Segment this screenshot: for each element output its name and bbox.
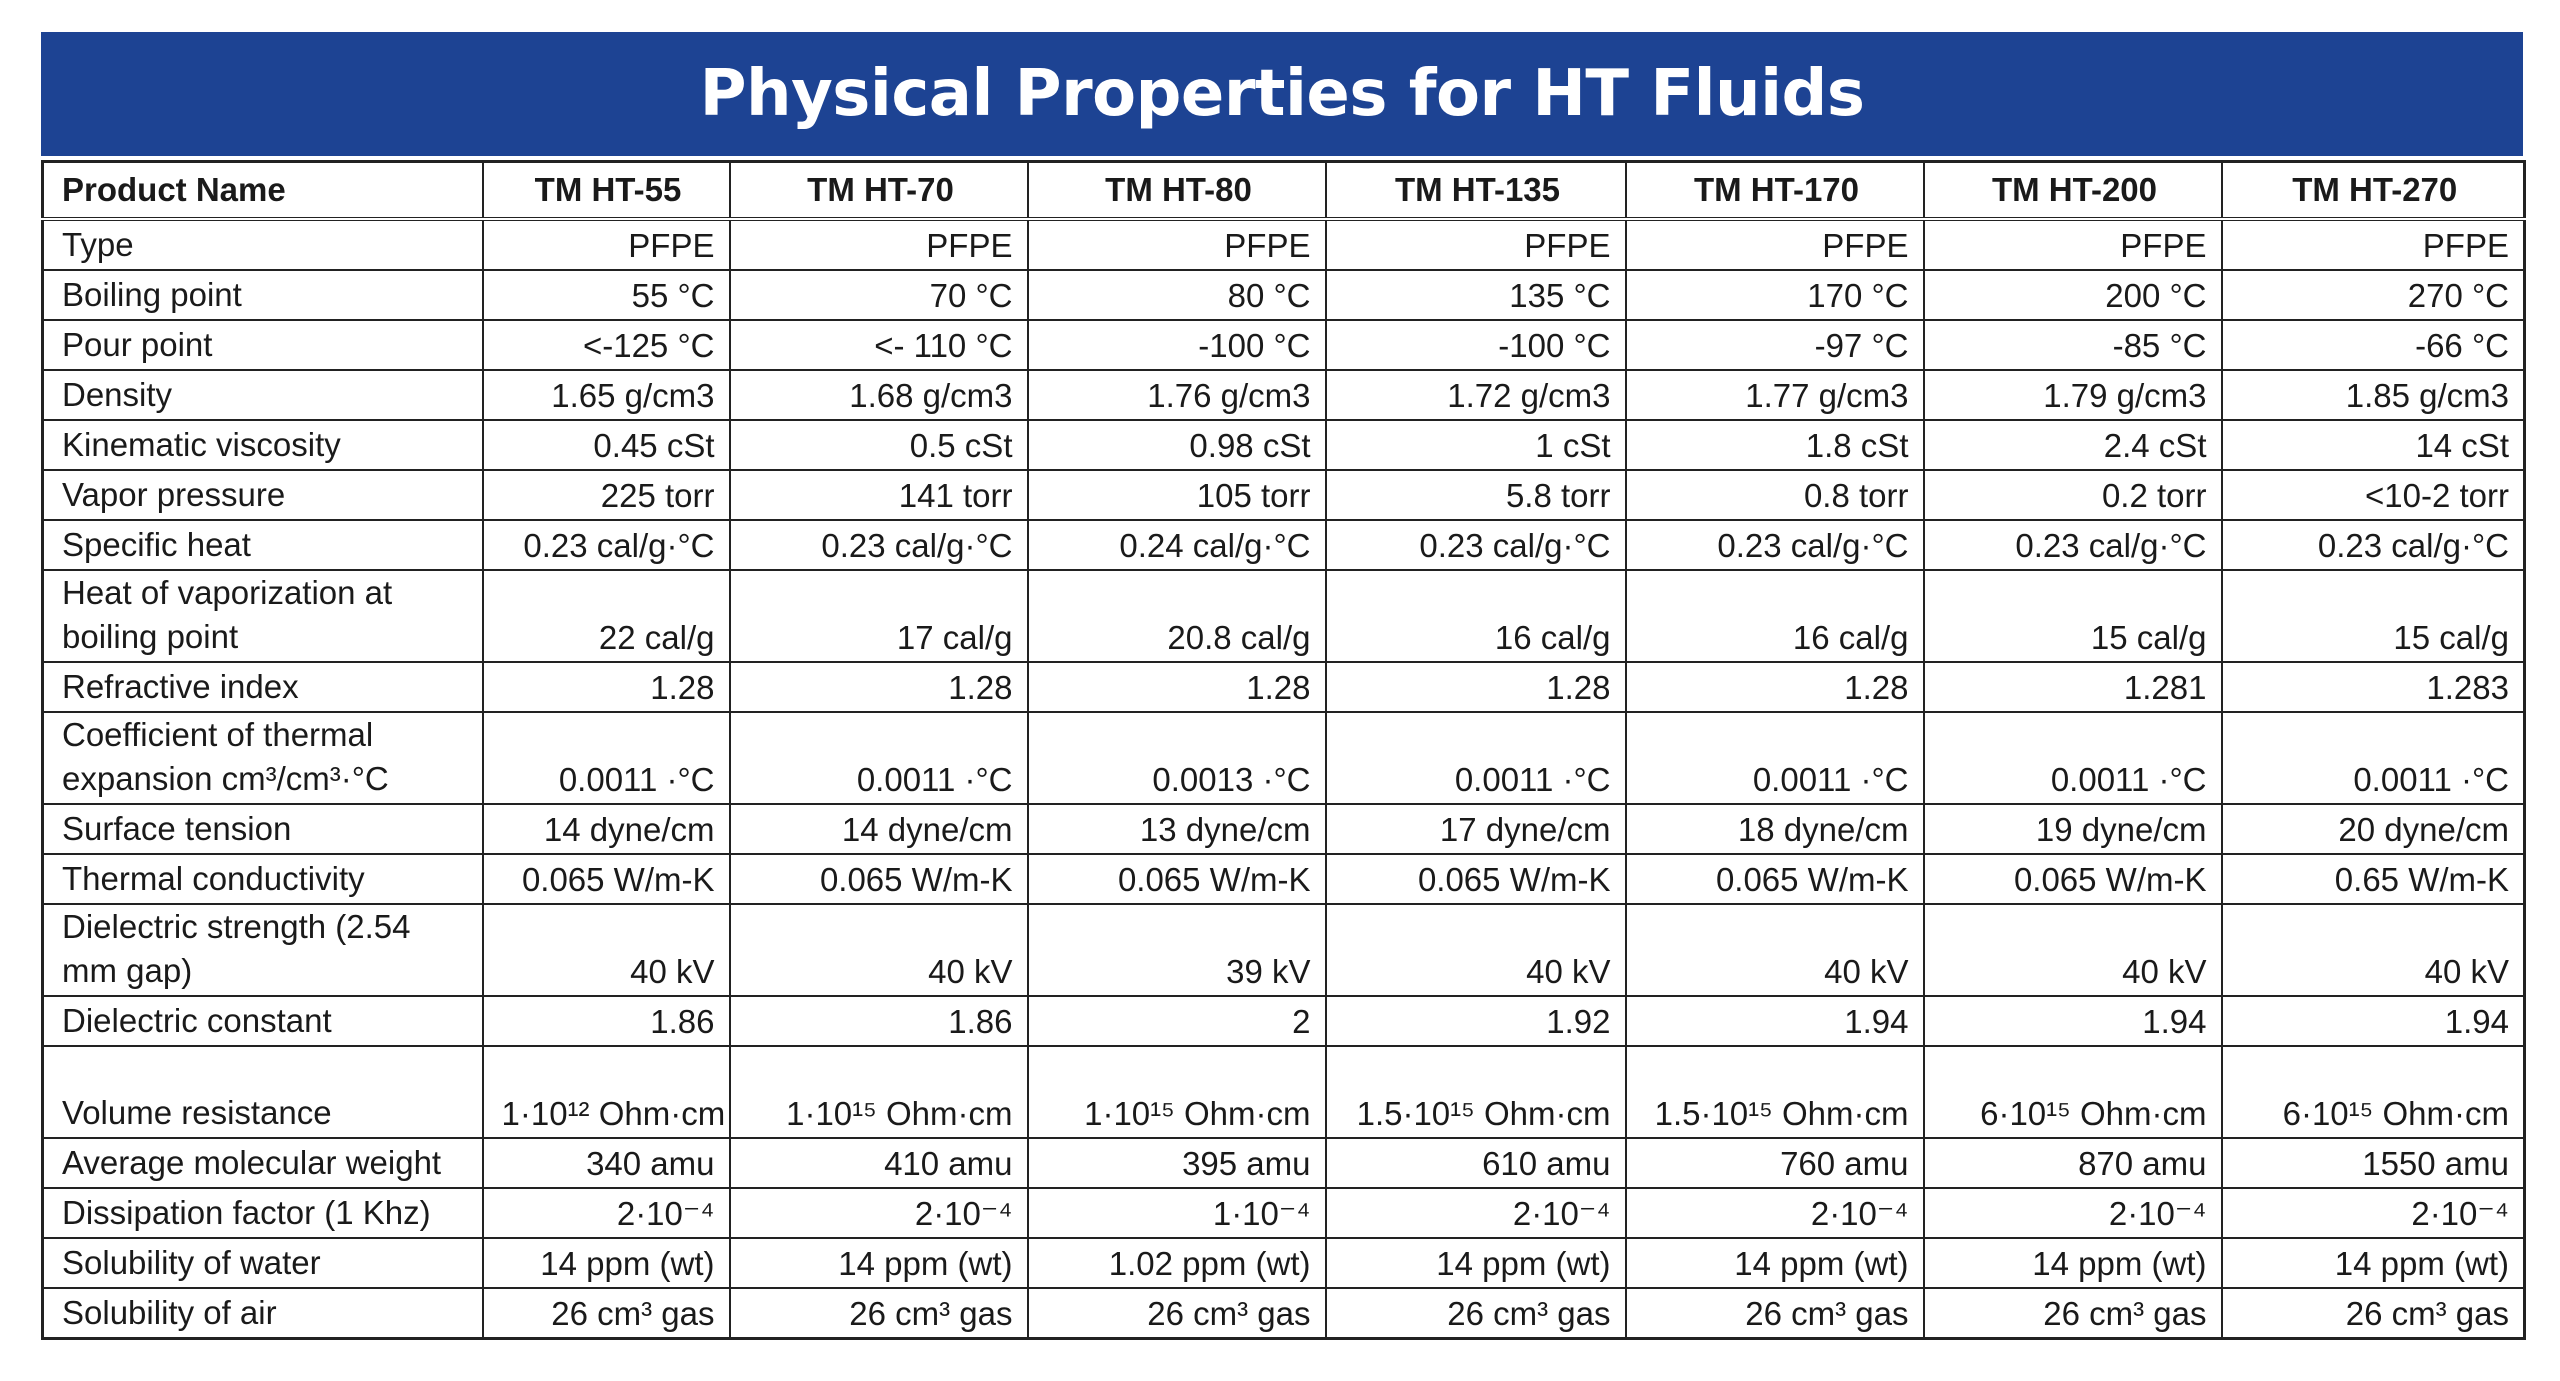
- property-value: 19 dyne/cm: [1924, 804, 2222, 854]
- header-product: TM HT-170: [1626, 162, 1924, 220]
- property-value: 270 °C: [2222, 270, 2525, 320]
- property-value: 1.86: [483, 996, 730, 1046]
- property-value: 2.4 cSt: [1924, 420, 2222, 470]
- property-label: Solubility of air: [43, 1288, 483, 1339]
- property-value: 40 kV: [1626, 904, 1924, 996]
- property-value: 1.5·10¹⁵ Ohm·cm: [1626, 1046, 1924, 1138]
- property-value: PFPE: [1924, 219, 2222, 270]
- property-value: 0.24 cal/g·°C: [1028, 520, 1326, 570]
- property-label: Boiling point: [43, 270, 483, 320]
- property-value: 225 torr: [483, 470, 730, 520]
- property-value: 170 °C: [1626, 270, 1924, 320]
- property-label: Kinematic viscosity: [43, 420, 483, 470]
- property-value: 16 cal/g: [1626, 570, 1924, 662]
- property-value: <- 110 °C: [730, 320, 1028, 370]
- property-value: 0.45 cSt: [483, 420, 730, 470]
- property-value: 0.065 W/m-K: [1626, 854, 1924, 904]
- property-value: 1.8 cSt: [1626, 420, 1924, 470]
- property-value: 0.2 torr: [1924, 470, 2222, 520]
- property-value: 1550 amu: [2222, 1138, 2525, 1188]
- table-row: [43, 470, 2525, 520]
- property-value: 1.65 g/cm3: [483, 370, 730, 420]
- property-value: 1.68 g/cm3: [730, 370, 1028, 420]
- table-row: [43, 804, 2525, 854]
- page-title: Physical Properties for HT Fluids: [699, 57, 1865, 131]
- property-value: 26 cm³ gas: [2222, 1288, 2525, 1339]
- property-label: Specific heat: [43, 520, 483, 570]
- property-value: 2·10⁻⁴: [2222, 1188, 2525, 1238]
- property-value: -85 °C: [1924, 320, 2222, 370]
- property-value: 0.98 cSt: [1028, 420, 1326, 470]
- table-row: [43, 854, 2525, 904]
- property-value: 1·10¹⁵ Ohm·cm: [1028, 1046, 1326, 1138]
- property-label: Density: [43, 370, 483, 420]
- header-product: TM HT-70: [730, 162, 1028, 220]
- property-value: 40 kV: [730, 904, 1028, 996]
- property-value: 0.0011 ·°C: [1326, 712, 1626, 804]
- property-label: Solubility of water: [43, 1238, 483, 1288]
- property-value: 2·10⁻⁴: [483, 1188, 730, 1238]
- property-value: 39 kV: [1028, 904, 1326, 996]
- table-row: [43, 662, 2525, 712]
- property-label: Average molecular weight: [43, 1138, 483, 1188]
- property-value: 2·10⁻⁴: [1326, 1188, 1626, 1238]
- property-value: 340 amu: [483, 1138, 730, 1188]
- property-value: -100 °C: [1326, 320, 1626, 370]
- header-product: TM HT-80: [1028, 162, 1326, 220]
- property-value: 26 cm³ gas: [1924, 1288, 2222, 1339]
- property-value: 0.23 cal/g·°C: [1924, 520, 2222, 570]
- property-value: 2·10⁻⁴: [1924, 1188, 2222, 1238]
- property-value: 200 °C: [1924, 270, 2222, 320]
- property-value: 22 cal/g: [483, 570, 730, 662]
- property-value: 1.79 g/cm3: [1924, 370, 2222, 420]
- property-value: <10-2 torr: [2222, 470, 2525, 520]
- property-value: 26 cm³ gas: [1626, 1288, 1924, 1339]
- property-value: 135 °C: [1326, 270, 1626, 320]
- property-value: 1.283: [2222, 662, 2525, 712]
- property-label: Refractive index: [43, 662, 483, 712]
- property-value: 1·10⁻⁴: [1028, 1188, 1326, 1238]
- property-value: 20.8 cal/g: [1028, 570, 1326, 662]
- property-value: 0.65 W/m-K: [2222, 854, 2525, 904]
- table-row: [43, 712, 2525, 804]
- property-value: -100 °C: [1028, 320, 1326, 370]
- property-value: PFPE: [2222, 219, 2525, 270]
- property-value: 14 ppm (wt): [483, 1238, 730, 1288]
- property-value: 141 torr: [730, 470, 1028, 520]
- table-row: [43, 1288, 2525, 1339]
- property-value: 1.28: [730, 662, 1028, 712]
- property-value: 870 amu: [1924, 1138, 2222, 1188]
- property-value: 14 ppm (wt): [1326, 1238, 1626, 1288]
- property-value: 14 ppm (wt): [1924, 1238, 2222, 1288]
- property-value: 6·10¹⁵ Ohm·cm: [1924, 1046, 2222, 1138]
- property-value: 6·10¹⁵ Ohm·cm: [2222, 1046, 2525, 1138]
- property-value: <-125 °C: [483, 320, 730, 370]
- table-row: [43, 270, 2525, 320]
- property-label: Dielectric strength (2.54 mm gap): [43, 904, 483, 996]
- property-value: 0.0011 ·°C: [2222, 712, 2525, 804]
- property-label: Coefficient of thermal expansion cm³/cm³·°C: [43, 712, 483, 804]
- property-value: 26 cm³ gas: [1028, 1288, 1326, 1339]
- header-row: [43, 162, 2525, 220]
- property-value: 16 cal/g: [1326, 570, 1626, 662]
- property-value: 14 dyne/cm: [730, 804, 1028, 854]
- property-value: 0.065 W/m-K: [483, 854, 730, 904]
- table-row: [43, 420, 2525, 470]
- table-row: [43, 570, 2525, 662]
- property-value: 0.0013 ·°C: [1028, 712, 1326, 804]
- property-value: 1.76 g/cm3: [1028, 370, 1326, 420]
- property-value: 0.0011 ·°C: [1626, 712, 1924, 804]
- property-value: 0.065 W/m-K: [1326, 854, 1626, 904]
- property-value: 0.0011 ·°C: [1924, 712, 2222, 804]
- header-product: TM HT-55: [483, 162, 730, 220]
- table-row: [43, 520, 2525, 570]
- property-value: 40 kV: [483, 904, 730, 996]
- property-value: 410 amu: [730, 1138, 1028, 1188]
- table-row: [43, 904, 2525, 996]
- property-value: 15 cal/g: [1924, 570, 2222, 662]
- property-value: 1.28: [1028, 662, 1326, 712]
- property-value: 0.0011 ·°C: [483, 712, 730, 804]
- property-value: PFPE: [1326, 219, 1626, 270]
- property-value: 70 °C: [730, 270, 1028, 320]
- property-value: 5.8 torr: [1326, 470, 1626, 520]
- property-value: 1.5·10¹⁵ Ohm·cm: [1326, 1046, 1626, 1138]
- table-row: [43, 370, 2525, 420]
- table-row: [43, 1188, 2525, 1238]
- property-value: 1.77 g/cm3: [1626, 370, 1924, 420]
- property-label: Heat of vaporization at boiling point: [43, 570, 483, 662]
- property-value: 395 amu: [1028, 1138, 1326, 1188]
- property-value: 20 dyne/cm: [2222, 804, 2525, 854]
- property-value: 55 °C: [483, 270, 730, 320]
- property-value: 0.23 cal/g·°C: [483, 520, 730, 570]
- property-value: 17 cal/g: [730, 570, 1028, 662]
- property-value: 1.28: [483, 662, 730, 712]
- property-value: 14 cSt: [2222, 420, 2525, 470]
- property-value: 1·10¹⁵ Ohm·cm: [730, 1046, 1028, 1138]
- title-banner: [41, 32, 2523, 156]
- property-value: 1.281: [1924, 662, 2222, 712]
- property-value: 17 dyne/cm: [1326, 804, 1626, 854]
- property-value: 40 kV: [2222, 904, 2525, 996]
- property-value: 2·10⁻⁴: [1626, 1188, 1924, 1238]
- property-value: 1.94: [2222, 996, 2525, 1046]
- property-label: Surface tension: [43, 804, 483, 854]
- property-value: 1.02 ppm (wt): [1028, 1238, 1326, 1288]
- property-label: Vapor pressure: [43, 470, 483, 520]
- property-value: 1·10¹² Ohm·cm: [483, 1046, 730, 1138]
- header-product: TM HT-200: [1924, 162, 2222, 220]
- property-value: 2·10⁻⁴: [730, 1188, 1028, 1238]
- property-value: 26 cm³ gas: [483, 1288, 730, 1339]
- property-value: 105 torr: [1028, 470, 1326, 520]
- table-row: [43, 219, 2525, 270]
- property-value: 1.94: [1924, 996, 2222, 1046]
- property-value: 14 ppm (wt): [1626, 1238, 1924, 1288]
- property-value: 760 amu: [1626, 1138, 1924, 1188]
- property-value: PFPE: [483, 219, 730, 270]
- property-value: 26 cm³ gas: [1326, 1288, 1626, 1339]
- property-value: PFPE: [1626, 219, 1924, 270]
- property-value: 14 ppm (wt): [2222, 1238, 2525, 1288]
- property-label: Type: [43, 219, 483, 270]
- property-value: 2: [1028, 996, 1326, 1046]
- property-value: 0.23 cal/g·°C: [2222, 520, 2525, 570]
- table-row: [43, 996, 2525, 1046]
- property-value: 1.28: [1626, 662, 1924, 712]
- table-row: [43, 320, 2525, 370]
- property-value: 610 amu: [1326, 1138, 1626, 1188]
- header-product: TM HT-135: [1326, 162, 1626, 220]
- property-value: 14 dyne/cm: [483, 804, 730, 854]
- property-value: 1 cSt: [1326, 420, 1626, 470]
- property-value: 1.86: [730, 996, 1028, 1046]
- property-label: Volume resistance: [43, 1046, 483, 1138]
- property-value: 0.065 W/m-K: [1028, 854, 1326, 904]
- table-body: [43, 219, 2525, 1339]
- property-value: PFPE: [1028, 219, 1326, 270]
- property-value: 0.065 W/m-K: [1924, 854, 2222, 904]
- property-value: 0.5 cSt: [730, 420, 1028, 470]
- property-value: 26 cm³ gas: [730, 1288, 1028, 1339]
- table-row: [43, 1138, 2525, 1188]
- properties-table: [41, 160, 2526, 1340]
- property-value: 13 dyne/cm: [1028, 804, 1326, 854]
- property-value: -66 °C: [2222, 320, 2525, 370]
- property-label: Pour point: [43, 320, 483, 370]
- header-product-name: Product Name: [43, 162, 483, 220]
- property-value: -97 °C: [1626, 320, 1924, 370]
- property-value: 0.0011 ·°C: [730, 712, 1028, 804]
- property-value: 15 cal/g: [2222, 570, 2525, 662]
- property-value: 18 dyne/cm: [1626, 804, 1924, 854]
- property-value: 0.23 cal/g·°C: [730, 520, 1028, 570]
- property-value: 40 kV: [1924, 904, 2222, 996]
- property-value: PFPE: [730, 219, 1028, 270]
- property-value: 80 °C: [1028, 270, 1326, 320]
- header-product: TM HT-270: [2222, 162, 2525, 220]
- property-label: Thermal conductivity: [43, 854, 483, 904]
- property-value: 1.85 g/cm3: [2222, 370, 2525, 420]
- property-value: 1.92: [1326, 996, 1626, 1046]
- table-row: [43, 1238, 2525, 1288]
- table-row: [43, 1046, 2525, 1138]
- property-label: Dielectric constant: [43, 996, 483, 1046]
- property-value: 0.23 cal/g·°C: [1626, 520, 1924, 570]
- property-value: 0.8 torr: [1626, 470, 1924, 520]
- property-value: 0.065 W/m-K: [730, 854, 1028, 904]
- property-value: 0.23 cal/g·°C: [1326, 520, 1626, 570]
- property-value: 1.94: [1626, 996, 1924, 1046]
- property-value: 1.72 g/cm3: [1326, 370, 1626, 420]
- property-value: 40 kV: [1326, 904, 1626, 996]
- property-value: 1.28: [1326, 662, 1626, 712]
- property-value: 14 ppm (wt): [730, 1238, 1028, 1288]
- property-label: Dissipation factor (1 Khz): [43, 1188, 483, 1238]
